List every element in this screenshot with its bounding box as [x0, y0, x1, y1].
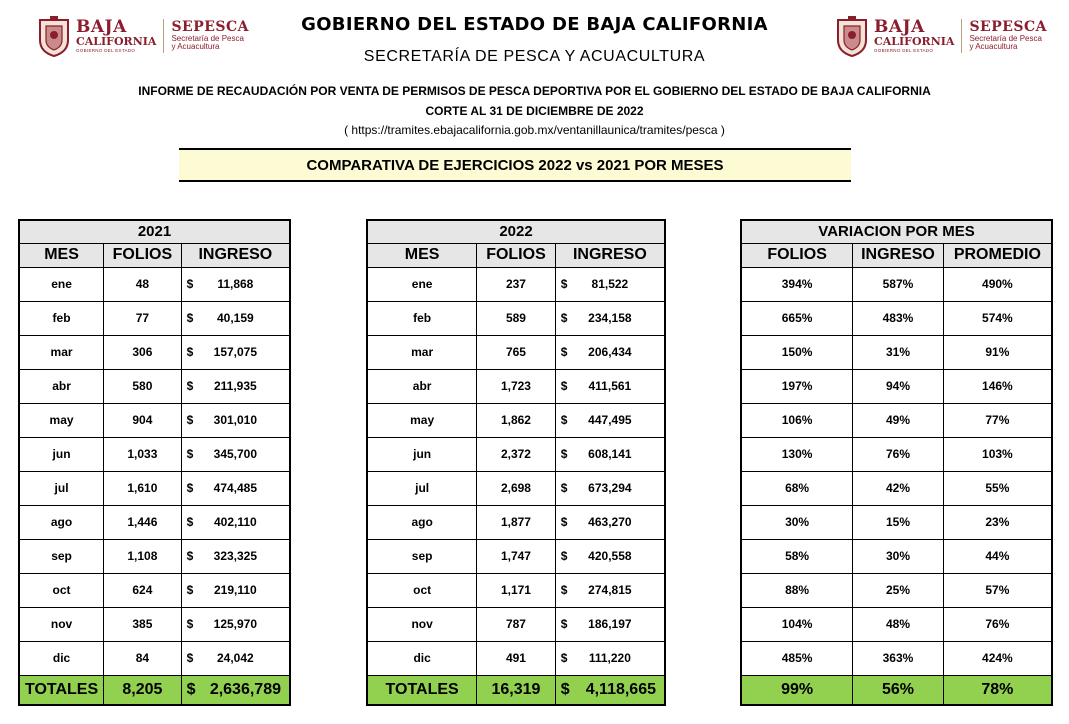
cell-ingreso-variation: 49%	[853, 403, 944, 437]
currency-symbol: $	[560, 345, 568, 359]
page-subtitle: SECRETARÍA DE PESCA Y ACUACULTURA	[363, 48, 706, 65]
cell-folios-variation: 665%	[741, 301, 853, 335]
col-header-ingreso: INGRESO	[555, 243, 665, 267]
cell-ingreso	[555, 403, 665, 437]
table-row	[741, 335, 1052, 369]
col-header-folios: FOLIOS	[477, 243, 556, 267]
cell-mes: dic	[19, 641, 104, 675]
cell-folios: 237	[477, 267, 556, 301]
total-folios-variation: 99%	[741, 675, 853, 705]
table-row	[741, 301, 1052, 335]
cell-ingreso-value: 301,010	[213, 413, 258, 427]
cell-folios-variation: 130%	[741, 437, 853, 471]
currency-symbol: $	[560, 651, 568, 665]
cell-ingreso-value: 81,522	[591, 277, 629, 291]
cell-mes: oct	[19, 573, 104, 607]
cell-ingreso-variation: 94%	[853, 369, 944, 403]
cell-ingreso-value: 206,434	[588, 345, 632, 359]
totals-row	[19, 675, 290, 705]
cell-ingreso-value: 24,042	[216, 651, 254, 665]
cell-folios: 491	[477, 641, 556, 675]
table-row	[19, 607, 290, 641]
cell-ingreso-value: 234,158	[588, 311, 632, 325]
cell-ingreso	[555, 301, 665, 335]
currency-symbol: $	[560, 413, 568, 427]
currency-symbol: $	[560, 515, 568, 529]
brand-name: BAJA	[76, 16, 127, 37]
table-row	[741, 607, 1052, 641]
cell-ingreso-value: 447,495	[588, 413, 632, 427]
cell-mes: jun	[367, 437, 477, 471]
cell-ingreso-value: 420,558	[588, 549, 632, 563]
table-row	[19, 641, 290, 675]
cell-ingreso	[181, 301, 290, 335]
cell-folios: 580	[104, 369, 182, 403]
cell-ingreso-value: 463,270	[588, 515, 632, 529]
agency-name: SEPESCA	[969, 19, 1048, 36]
cell-ingreso-value: 474,485	[213, 481, 258, 495]
cell-ingreso	[181, 403, 290, 437]
cell-promedio-variation: 55%	[943, 471, 1052, 505]
currency-symbol: $	[186, 583, 194, 597]
cell-ingreso	[555, 437, 665, 471]
cell-folios-variation: 104%	[741, 607, 853, 641]
cell-mes: mar	[19, 335, 104, 369]
table-2022	[366, 219, 666, 706]
cell-ingreso-value: 211,935	[213, 379, 257, 393]
table-row	[19, 505, 290, 539]
currency-symbol: $	[186, 379, 194, 393]
cell-folios: 787	[477, 607, 556, 641]
page-title: GOBIERNO DEL ESTADO DE BAJA CALIFORNIA	[301, 14, 768, 35]
table-row	[741, 641, 1052, 675]
table-row	[367, 301, 665, 335]
cell-folios: 904	[104, 403, 182, 437]
table-row	[741, 505, 1052, 539]
currency-symbol: $	[186, 617, 194, 631]
cell-ingreso-value: 11,868	[217, 277, 254, 291]
table-row	[367, 369, 665, 403]
cell-promedio-variation: 103%	[943, 437, 1052, 471]
cell-ingreso-value: 40,159	[216, 311, 254, 325]
cell-ingreso-variation: 25%	[853, 573, 944, 607]
currency-symbol: $	[186, 481, 194, 495]
total-ingreso	[181, 675, 290, 705]
cell-ingreso	[181, 437, 290, 471]
cell-ingreso-value: 219,110	[213, 583, 257, 597]
cell-ingreso-value: 186,197	[588, 617, 632, 631]
cell-ingreso-variation: 48%	[853, 607, 944, 641]
currency-symbol: $	[186, 277, 194, 291]
cell-mes: sep	[19, 539, 104, 573]
cell-promedio-variation: 23%	[943, 505, 1052, 539]
cell-folios: 84	[104, 641, 182, 675]
total-ingreso-variation: 56%	[853, 675, 944, 705]
table-row	[19, 335, 290, 369]
cell-ingreso	[555, 573, 665, 607]
total-ingreso-value: 4,118,665	[585, 680, 656, 698]
cell-folios: 1,747	[477, 539, 556, 573]
table-2021	[18, 219, 291, 706]
cell-promedio-variation: 77%	[943, 403, 1052, 437]
cell-folios-variation: 58%	[741, 539, 853, 573]
cell-ingreso-variation: 587%	[853, 267, 944, 301]
currency-symbol: $	[186, 311, 194, 325]
cell-ingreso	[181, 335, 290, 369]
report-source-url: ( https://tramites.ebajacalifornia.gob.mx/ventanillaunica/tramites/pesca )	[344, 123, 725, 137]
col-header-ingreso: INGRESO	[853, 243, 944, 267]
cell-folios-variation: 394%	[741, 267, 853, 301]
table-row	[367, 403, 665, 437]
cell-ingreso-value: 111,220	[588, 651, 631, 665]
totals-label: TOTALES	[19, 675, 104, 705]
comparison-banner: COMPARATIVA DE EJERCICIOS 2022 vs 2021 POR MESES	[179, 148, 851, 182]
col-header-mes: MES	[19, 243, 104, 267]
table-row	[367, 267, 665, 301]
cell-ingreso	[555, 607, 665, 641]
cell-ingreso	[181, 471, 290, 505]
table-row	[741, 573, 1052, 607]
cell-folios: 1,171	[477, 573, 556, 607]
cell-promedio-variation: 44%	[943, 539, 1052, 573]
table-row	[741, 369, 1052, 403]
cell-folios-variation: 30%	[741, 505, 853, 539]
brand-tagline: GOBIERNO DEL ESTADO	[76, 47, 136, 53]
cell-folios: 1,446	[104, 505, 182, 539]
agency-desc-line2: y Acuacultura	[171, 42, 220, 52]
report-title: INFORME DE RECAUDACIÓN POR VENTA DE PERMISOS DE PESCA DEPORTIVA POR EL GOBIERNO DEL ESTADO DE BAJA CALIFORNIA	[138, 84, 931, 98]
cell-folios: 77	[104, 301, 182, 335]
cell-mes: abr	[367, 369, 477, 403]
total-promedio-variation: 78%	[943, 675, 1052, 705]
cell-promedio-variation: 146%	[943, 369, 1052, 403]
currency-symbol: $	[186, 345, 194, 359]
currency-symbol: $	[560, 549, 568, 563]
cell-mes: jun	[19, 437, 104, 471]
cell-promedio-variation: 76%	[943, 607, 1052, 641]
table-row	[19, 267, 290, 301]
currency-symbol: $	[186, 549, 194, 563]
cell-ingreso-value: 125,970	[213, 617, 258, 631]
cell-promedio-variation: 490%	[943, 267, 1052, 301]
cell-mes: feb	[367, 301, 477, 335]
currency-symbol: $	[560, 481, 568, 495]
currency-symbol: $	[560, 680, 570, 698]
total-folios: 16,319	[477, 675, 556, 705]
cell-folios: 589	[477, 301, 556, 335]
col-header-folios: FOLIOS	[104, 243, 182, 267]
total-ingreso-value: 2,636,789	[209, 680, 281, 698]
cell-folios-variation: 197%	[741, 369, 853, 403]
totals-label: TOTALES	[367, 675, 477, 705]
table-row	[741, 539, 1052, 573]
cell-folios-variation: 150%	[741, 335, 853, 369]
cell-folios: 2,372	[477, 437, 556, 471]
agency-desc-line1: Secretaría de Pesca	[969, 33, 1042, 43]
cell-ingreso	[181, 267, 290, 301]
cell-ingreso-value: 323,325	[213, 549, 258, 563]
cell-ingreso-value: 608,141	[588, 447, 632, 461]
currency-symbol: $	[186, 515, 194, 529]
cell-folios: 1,033	[104, 437, 182, 471]
currency-symbol: $	[560, 447, 568, 461]
table-row	[367, 539, 665, 573]
cell-promedio-variation: 57%	[943, 573, 1052, 607]
cell-ingreso-variation: 31%	[853, 335, 944, 369]
cell-folios-variation: 88%	[741, 573, 853, 607]
cell-folios: 48	[104, 267, 182, 301]
currency-symbol: $	[560, 379, 568, 393]
cell-folios: 306	[104, 335, 182, 369]
brand-name: BAJA	[874, 16, 925, 37]
currency-symbol: $	[186, 651, 194, 665]
currency-symbol: $	[186, 447, 194, 461]
currency-symbol: $	[560, 277, 568, 291]
cell-ingreso-value: 673,294	[588, 481, 632, 495]
cell-mes: jul	[367, 471, 477, 505]
agency-desc-line1: Secretaría de Pesca	[171, 33, 244, 43]
cell-mes: sep	[367, 539, 477, 573]
currency-symbol: $	[560, 311, 568, 325]
cell-mes: oct	[367, 573, 477, 607]
cell-folios-variation: 485%	[741, 641, 853, 675]
cell-ingreso-variation: 42%	[853, 471, 944, 505]
table-row	[367, 505, 665, 539]
table-year-title: 2021	[19, 220, 290, 243]
cell-ingreso	[181, 607, 290, 641]
cell-ingreso	[181, 573, 290, 607]
cell-folios: 2,698	[477, 471, 556, 505]
table-row	[19, 403, 290, 437]
cell-ingreso-variation: 30%	[853, 539, 944, 573]
cell-ingreso	[555, 267, 665, 301]
totals-row	[741, 675, 1052, 705]
agency-desc-line2: y Acuacultura	[969, 42, 1018, 52]
cell-promedio-variation: 574%	[943, 301, 1052, 335]
cell-folios: 1,723	[477, 369, 556, 403]
cell-ingreso	[181, 369, 290, 403]
cell-folios-variation: 106%	[741, 403, 853, 437]
cell-mes: nov	[367, 607, 477, 641]
table-row	[19, 369, 290, 403]
cell-ingreso-value: 274,815	[588, 583, 632, 597]
cell-folios: 1,877	[477, 505, 556, 539]
table-row	[19, 573, 290, 607]
cell-mes: ago	[19, 505, 104, 539]
cell-mes: ago	[367, 505, 477, 539]
table-row	[367, 437, 665, 471]
cell-mes: ene	[19, 267, 104, 301]
cell-ingreso-variation: 363%	[853, 641, 944, 675]
table-variacion	[740, 219, 1053, 706]
currency-symbol: $	[560, 617, 568, 631]
cell-ingreso-value: 402,110	[213, 515, 257, 529]
cell-ingreso	[181, 539, 290, 573]
table-variation-title: VARIACION POR MES	[741, 220, 1052, 243]
cell-folios: 1,610	[104, 471, 182, 505]
cell-ingreso	[555, 505, 665, 539]
cell-mes: abr	[19, 369, 104, 403]
currency-symbol: $	[560, 583, 568, 597]
cell-ingreso	[555, 539, 665, 573]
total-folios: 8,205	[104, 675, 182, 705]
cell-ingreso	[555, 369, 665, 403]
table-row	[367, 335, 665, 369]
table-row	[741, 437, 1052, 471]
brand-state: CALIFORNIA	[76, 34, 157, 48]
cell-ingreso-variation: 483%	[853, 301, 944, 335]
col-header-folios: FOLIOS	[741, 243, 853, 267]
table-row	[367, 641, 665, 675]
brand-state: CALIFORNIA	[874, 34, 955, 48]
cell-mes: may	[19, 403, 104, 437]
totals-row	[367, 675, 665, 705]
currency-symbol: $	[186, 680, 196, 698]
total-ingreso	[555, 675, 665, 705]
cell-ingreso	[555, 335, 665, 369]
cell-folios: 765	[477, 335, 556, 369]
table-row	[741, 267, 1052, 301]
col-header-mes: MES	[367, 243, 477, 267]
cell-ingreso-variation: 76%	[853, 437, 944, 471]
cell-ingreso	[555, 471, 665, 505]
cell-mes: dic	[367, 641, 477, 675]
agency-name: SEPESCA	[171, 19, 250, 36]
table-row	[741, 403, 1052, 437]
cell-ingreso-variation: 15%	[853, 505, 944, 539]
cell-mes: nov	[19, 607, 104, 641]
table-row	[19, 301, 290, 335]
cell-mes: jul	[19, 471, 104, 505]
table-row	[367, 471, 665, 505]
table-row	[19, 539, 290, 573]
cell-ingreso	[555, 641, 665, 675]
cell-folios: 624	[104, 573, 182, 607]
currency-symbol: $	[186, 413, 194, 427]
cell-promedio-variation: 424%	[943, 641, 1052, 675]
cell-folios: 385	[104, 607, 182, 641]
report-cutoff: CORTE AL 31 DE DICIEMBRE DE 2022	[425, 104, 644, 118]
cell-ingreso-value: 157,075	[213, 345, 258, 359]
col-header-promedio: PROMEDIO	[943, 243, 1052, 267]
cell-promedio-variation: 91%	[943, 335, 1052, 369]
cell-ingreso-value: 411,561	[588, 379, 632, 393]
brand-tagline: GOBIERNO DEL ESTADO	[874, 47, 934, 53]
cell-mes: ene	[367, 267, 477, 301]
cell-folios: 1,108	[104, 539, 182, 573]
col-header-ingreso: INGRESO	[181, 243, 290, 267]
cell-ingreso	[181, 641, 290, 675]
table-row	[367, 573, 665, 607]
cell-folios: 1,862	[477, 403, 556, 437]
cell-folios-variation: 68%	[741, 471, 853, 505]
table-row	[19, 471, 290, 505]
cell-ingreso	[181, 505, 290, 539]
table-row	[19, 437, 290, 471]
table-row	[741, 471, 1052, 505]
cell-ingreso-value: 345,700	[213, 447, 258, 461]
table-year-title: 2022	[367, 220, 665, 243]
table-row	[367, 607, 665, 641]
cell-mes: may	[367, 403, 477, 437]
cell-mes: feb	[19, 301, 104, 335]
cell-mes: mar	[367, 335, 477, 369]
